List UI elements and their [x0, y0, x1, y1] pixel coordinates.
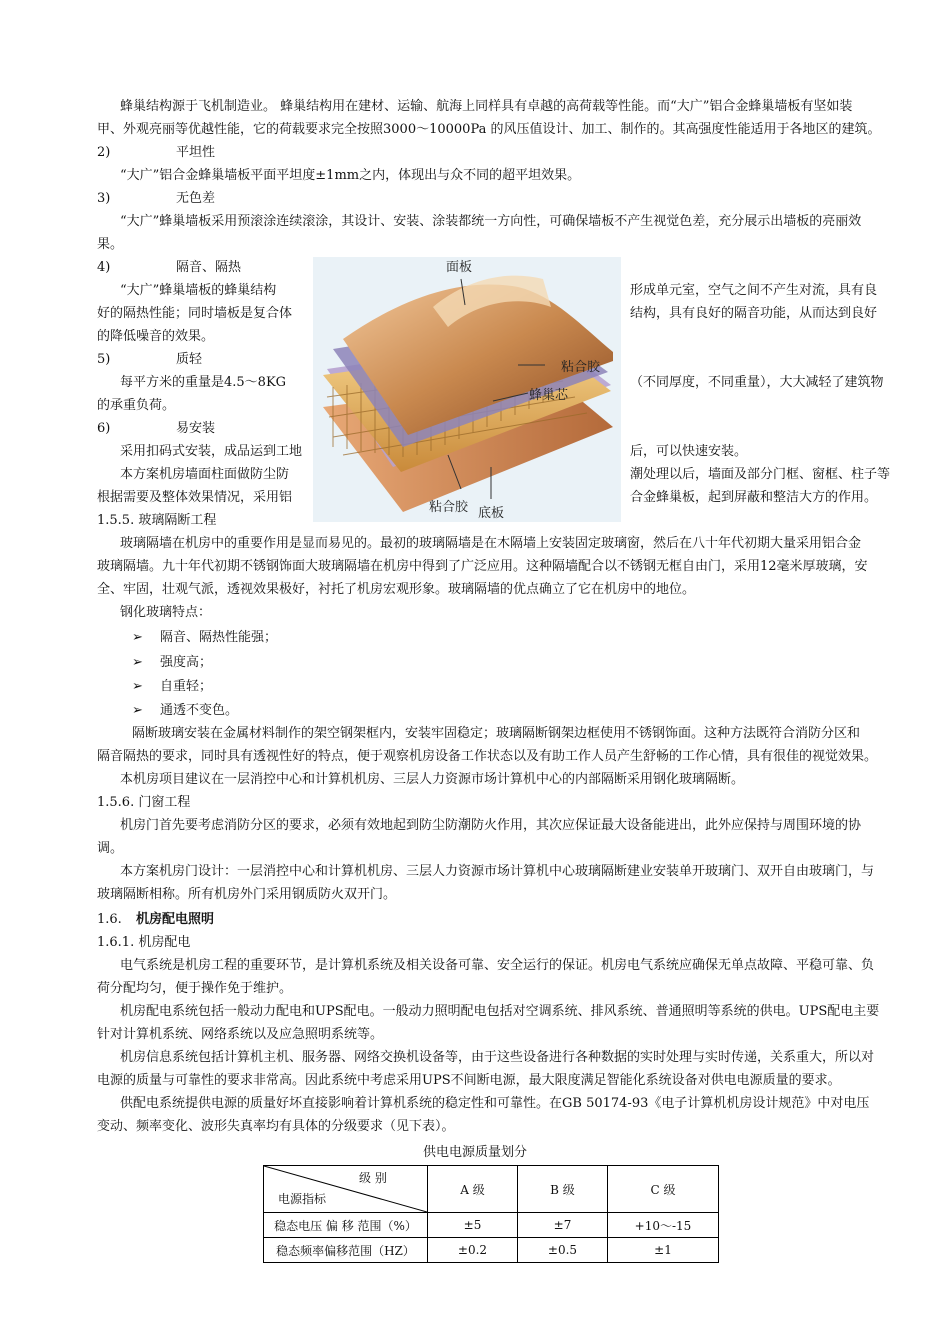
- bullet-arrow-icon: ➢: [132, 703, 143, 718]
- paragraph-line: 隔断玻璃安装在金属材料制作的架空钢架框内，安装牢固稳定；玻璃隔断钢架边框使用不锈钢饰面。这种方法既符合消防分区和: [132, 726, 861, 741]
- column-header: B 级: [518, 1166, 608, 1213]
- item-title: 易安装: [176, 421, 216, 436]
- paragraph-line: 针对计算机系统、网络系统以及应急照明系统等。: [97, 1027, 384, 1042]
- table-cell: ±0.2: [428, 1238, 518, 1263]
- section-number: 1.6.: [97, 912, 122, 927]
- paragraph-line: 玻璃隔断相称。所有机房外门采用钢质防火双开门。: [97, 887, 397, 902]
- item-title: 无色差: [176, 191, 216, 206]
- list-item: 通透不变色。: [160, 703, 239, 718]
- wrap-text-left: 本方案机房墙面柱面做防尘防: [120, 467, 290, 482]
- paragraph-line: 隔音隔热的要求，同时具有透视性好的特点，便于观察机房设备工作状态以及有助工作人员产生舒畅的工作心情，具有很佳的视觉效果。: [97, 749, 878, 764]
- paragraph-line: 荷分配均匀，便于操作免于维护。: [97, 981, 293, 996]
- table-cell: ±1: [608, 1238, 719, 1263]
- intro-line: 甲、外观亮丽等优越性能，它的荷载要求完全按照3000～10000Pa 的风压值设计、加工、制作的。其高强度性能适用于各地区的建筑。: [97, 122, 881, 137]
- item-text: 果。: [97, 237, 124, 252]
- section-title: 机房配电照明: [136, 912, 215, 927]
- figure-label-core: 蜂巢芯: [529, 387, 569, 402]
- bullet-arrow-icon: ➢: [132, 679, 143, 694]
- wrap-text-right: 潮处理以后，墙面及部分门框、窗框、柱子等: [630, 467, 891, 482]
- wrap-text-right: （不同厚度，不同重量），大大减轻了建筑物: [630, 375, 884, 390]
- honeycomb-panel-illustration: [313, 257, 621, 522]
- table-cell: ±0.5: [518, 1238, 608, 1263]
- table-cell: ±7: [518, 1213, 608, 1238]
- wrap-text-left: 的降低噪音的效果。: [97, 329, 215, 344]
- paragraph-line: 机房信息系统包括计算机主机、服务器、网络交换机设备等，由于这些设备进行各种数据的实时处理与实时传递，关系重大，所以对: [120, 1050, 875, 1065]
- wrap-text-right: 后，可以快速安装。: [630, 444, 748, 459]
- wrap-text-left: 的承重负荷。: [97, 398, 176, 413]
- section-heading: 1.5.6. 门窗工程: [97, 795, 191, 810]
- paragraph-line: 电气系统是机房工程的重要环节，是计算机系统及相关设备可靠、安全运行的保证。机房电气系统应确保无单点故障、平稳可靠、负: [120, 958, 875, 973]
- paragraph-line: 机房配电系统包括一般动力配电和UPS配电。一般动力照明配电包括对空调系统、排风系统、普通照明等系统的供电。UPS配电主要: [120, 1004, 880, 1019]
- section-heading: 1.6.1. 机房配电: [97, 935, 191, 950]
- paragraph-line: 玻璃隔墙。九十年代初期不锈钢饰面大玻璃隔墙在机房中得到了广泛应用。这种隔墙配合以不锈钢无框自由门，采用12毫米厚玻璃，安: [97, 559, 868, 574]
- wrap-text-left: 好的隔热性能；同时墙板是复合体: [97, 306, 293, 321]
- bullet-arrow-icon: ➢: [132, 630, 143, 645]
- item-number: 6): [97, 421, 111, 436]
- wrap-text-right: 合金蜂巢板，起到屏蔽和整洁大方的作用。: [630, 490, 878, 505]
- wrap-text-right: 结构，具有良好的隔音功能，从而达到良好: [630, 306, 878, 321]
- item-title: 平坦性: [176, 145, 216, 160]
- table-caption: 供电电源质量划分: [422, 1145, 527, 1160]
- table-row: [264, 1213, 719, 1238]
- table-row: [264, 1238, 719, 1263]
- column-header: A 级: [428, 1166, 518, 1213]
- item-title: 质轻: [176, 352, 203, 367]
- wrap-text-left: “大广”蜂巢墙板的蜂巢结构: [120, 283, 277, 298]
- paragraph-line: 玻璃隔墙在机房中的重要作用是显而易见的。最初的玻璃隔墙是在木隔墙上安装固定玻璃窗，然后在八十年代初期大量采用铝合金: [120, 536, 862, 551]
- wrap-text-right: 形成单元室，空气之间不产生对流，具有良: [630, 283, 878, 298]
- header-grade-label: 级 别: [359, 1171, 387, 1185]
- table-diagonal-header: [264, 1166, 428, 1213]
- row-label: 稳态频率偏移范围（HZ）: [264, 1238, 428, 1263]
- bullet-arrow-icon: ➢: [132, 655, 143, 670]
- section-heading: 1.5.5. 玻璃隔断工程: [97, 513, 217, 528]
- list-item: 强度高；: [160, 655, 213, 670]
- paragraph-line: 本机房项目建议在一层消控中心和计算机机房、三层人力资源市场计算机中心的内部隔断采用钢化玻璃隔断。: [120, 772, 745, 787]
- paragraph-line: 变动、频率变化、波形失真率均有具体的分级要求（见下表）。: [97, 1119, 455, 1134]
- column-header: C 级: [608, 1166, 719, 1213]
- header-indicator-label: 电源指标: [278, 1192, 327, 1206]
- figure-label-glue-bottom: 粘合胶: [429, 499, 469, 514]
- intro-line: 蜂巢结构源于飞机制造业。 蜂巢结构用在建材、运输、航海上同样具有卓越的高荷载等性能。而“大广”铝合金蜂巢墙板有坚如装: [120, 99, 853, 114]
- wrap-text-left: 根据需要及整体效果情况，采用铝: [97, 490, 293, 505]
- table-cell: ±5: [428, 1213, 518, 1238]
- paragraph-line: 机房门首先要考虑消防分区的要求，必须有效地起到防尘防潮防火作用，其次应保证最大设备能进出，此外应保持与周围环境的协: [120, 818, 862, 833]
- table-header-row: [264, 1166, 719, 1213]
- figure-label-glue-top: 粘合胶: [561, 359, 601, 374]
- item-number: 2): [97, 145, 111, 160]
- paragraph-line: 调。: [97, 841, 124, 856]
- figure-label-panel: 面板: [446, 259, 473, 274]
- list-item: 自重轻；: [160, 679, 213, 694]
- figure-label-base: 底板: [478, 505, 505, 520]
- paragraph-line: 全、牢固，壮观气派，透视效果极好，衬托了机房宏观形象。玻璃隔墙的优点确立了它在机房中的地位。: [97, 582, 696, 597]
- wrap-text-left: 每平方米的重量是4.5～8KG: [120, 375, 287, 390]
- paragraph-line: 电源的质量与可靠性的要求非常高。因此系统中考虑采用UPS不间断电源，最大限度满足智能化系统设备对供电电源质量的要求。: [97, 1073, 841, 1088]
- power-quality-table: [263, 1165, 719, 1263]
- table-cell: +10～-15: [608, 1213, 719, 1238]
- honeycomb-panel-figure: [313, 257, 621, 522]
- item-title: 隔音、隔热: [176, 260, 242, 275]
- wrap-text-left: 采用扣码式安装，成品运到工地: [120, 444, 303, 459]
- item-number: 5): [97, 352, 111, 367]
- item-text: “大广”蜂巢墙板采用预滚涂连续滚涂，其设计、安装、涂装都统一方向性，可确保墙板不产生视觉色差，充分展示出墙板的亮丽效: [120, 214, 862, 229]
- paragraph-line: 本方案机房门设计：一层消控中心和计算机机房、三层人力资源市场计算机中心玻璃隔断建业安装单开玻璃门、双开自由玻璃门，与: [120, 864, 875, 879]
- item-number: 3): [97, 191, 111, 206]
- item-text: “大广”铝合金蜂巢墙板平面平坦度±1mm之内，体现出与众不同的超平坦效果。: [120, 168, 581, 183]
- paragraph-line: 供配电系统提供电源的质量好坏直接影响着计算机系统的稳定性和可靠性。在GB 50174-93《电子计算机机房设计规范》中对电压: [120, 1096, 870, 1111]
- row-label: 稳态电压 偏 移 范围（%）: [264, 1213, 428, 1238]
- list-item: 隔音、隔热性能强；: [160, 630, 278, 645]
- features-title: 钢化玻璃特点：: [120, 605, 212, 620]
- item-number: 4): [97, 260, 111, 275]
